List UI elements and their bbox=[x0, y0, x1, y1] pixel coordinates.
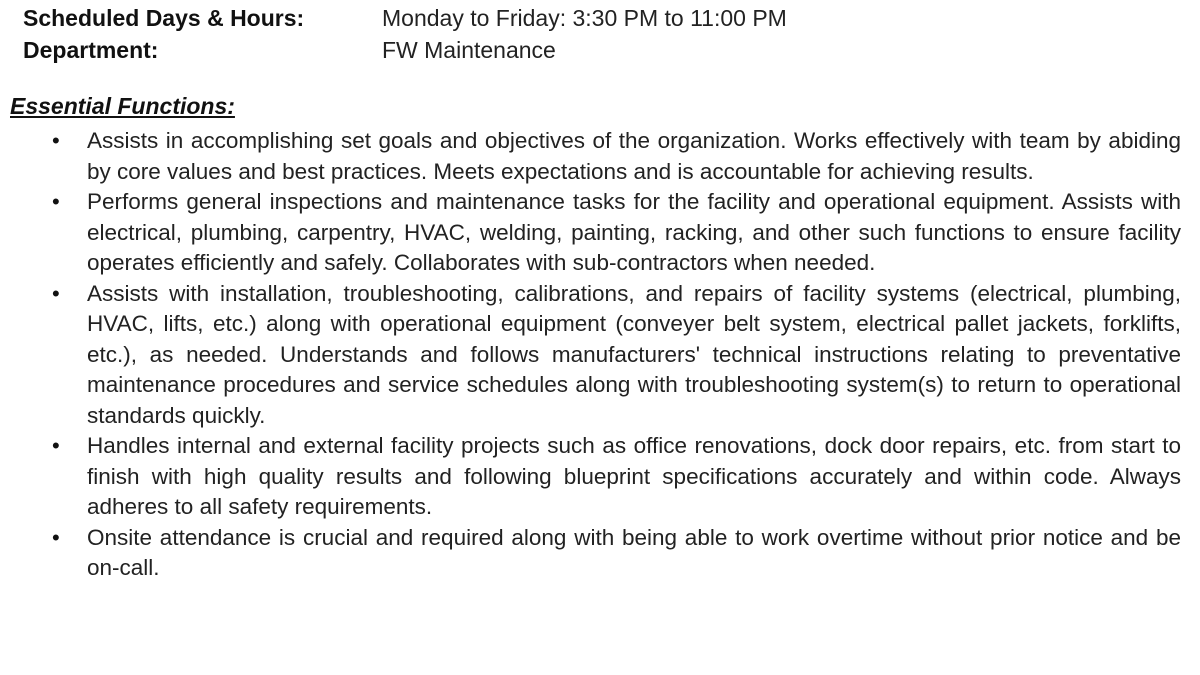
list-item bbox=[0, 187, 1200, 279]
list-item bbox=[0, 431, 1200, 523]
list-item-text: Assists in accomplishing set goals and objectives of the organization. Works effectively with team by abiding by core values and best practices. Meets expectations and is accountable for achieving results. bbox=[87, 128, 1181, 184]
list-item bbox=[0, 279, 1200, 432]
bullet-icon: • bbox=[52, 524, 60, 550]
bullet-icon: • bbox=[52, 128, 60, 153]
essential-functions-heading: Essential Functions: bbox=[10, 93, 235, 119]
department-value: FW Maintenance bbox=[382, 36, 556, 63]
schedule-label: Scheduled Days & Hours: bbox=[23, 4, 305, 31]
essential-functions-list bbox=[0, 126, 1200, 584]
list-item-text: Handles internal and external facility projects such as office renovations, dock door repairs, etc. from start to finish with high quality results and following blueprint specifications accurately and within code. Always adheres to all safety requirements. bbox=[87, 433, 1181, 519]
list-item bbox=[0, 523, 1200, 584]
job-info-table bbox=[23, 2, 787, 66]
list-item-text: Performs general inspections and maintenance tasks for the facility and operational equipment. Assists with electrical, plumbing, carpentry, HVAC, welding, painting, racking, and other such functions to ensure facility operates efficiently and safely. Collaborates with sub-contractors when needed. bbox=[87, 189, 1181, 275]
bullet-icon: • bbox=[52, 280, 60, 306]
list-item-text: Onsite attendance is crucial and required along with being able to work overtime without prior notice and be on-call. bbox=[87, 524, 1181, 580]
schedule-row bbox=[23, 2, 787, 34]
schedule-value: Monday to Friday: 3:30 PM to 11:00 PM bbox=[382, 4, 787, 31]
department-row bbox=[23, 34, 787, 66]
bullet-icon: • bbox=[52, 433, 60, 458]
department-label: Department: bbox=[23, 36, 159, 63]
list-item-text: Assists with installation, troubleshooting, calibrations, and repairs of facility systems (electrical, plumbing, HVAC, lifts, etc.) along with operational equipment (conveyer belt system, electrical pallet jackets, forklifts, etc.), as needed. Understands and follows manufacturers' technical instructions relating to preventative maintenance procedures and service schedules along with troubleshooting system(s) to return to operational standards quickly. bbox=[87, 280, 1181, 428]
list-item bbox=[0, 126, 1200, 187]
bullet-icon: • bbox=[52, 189, 60, 214]
